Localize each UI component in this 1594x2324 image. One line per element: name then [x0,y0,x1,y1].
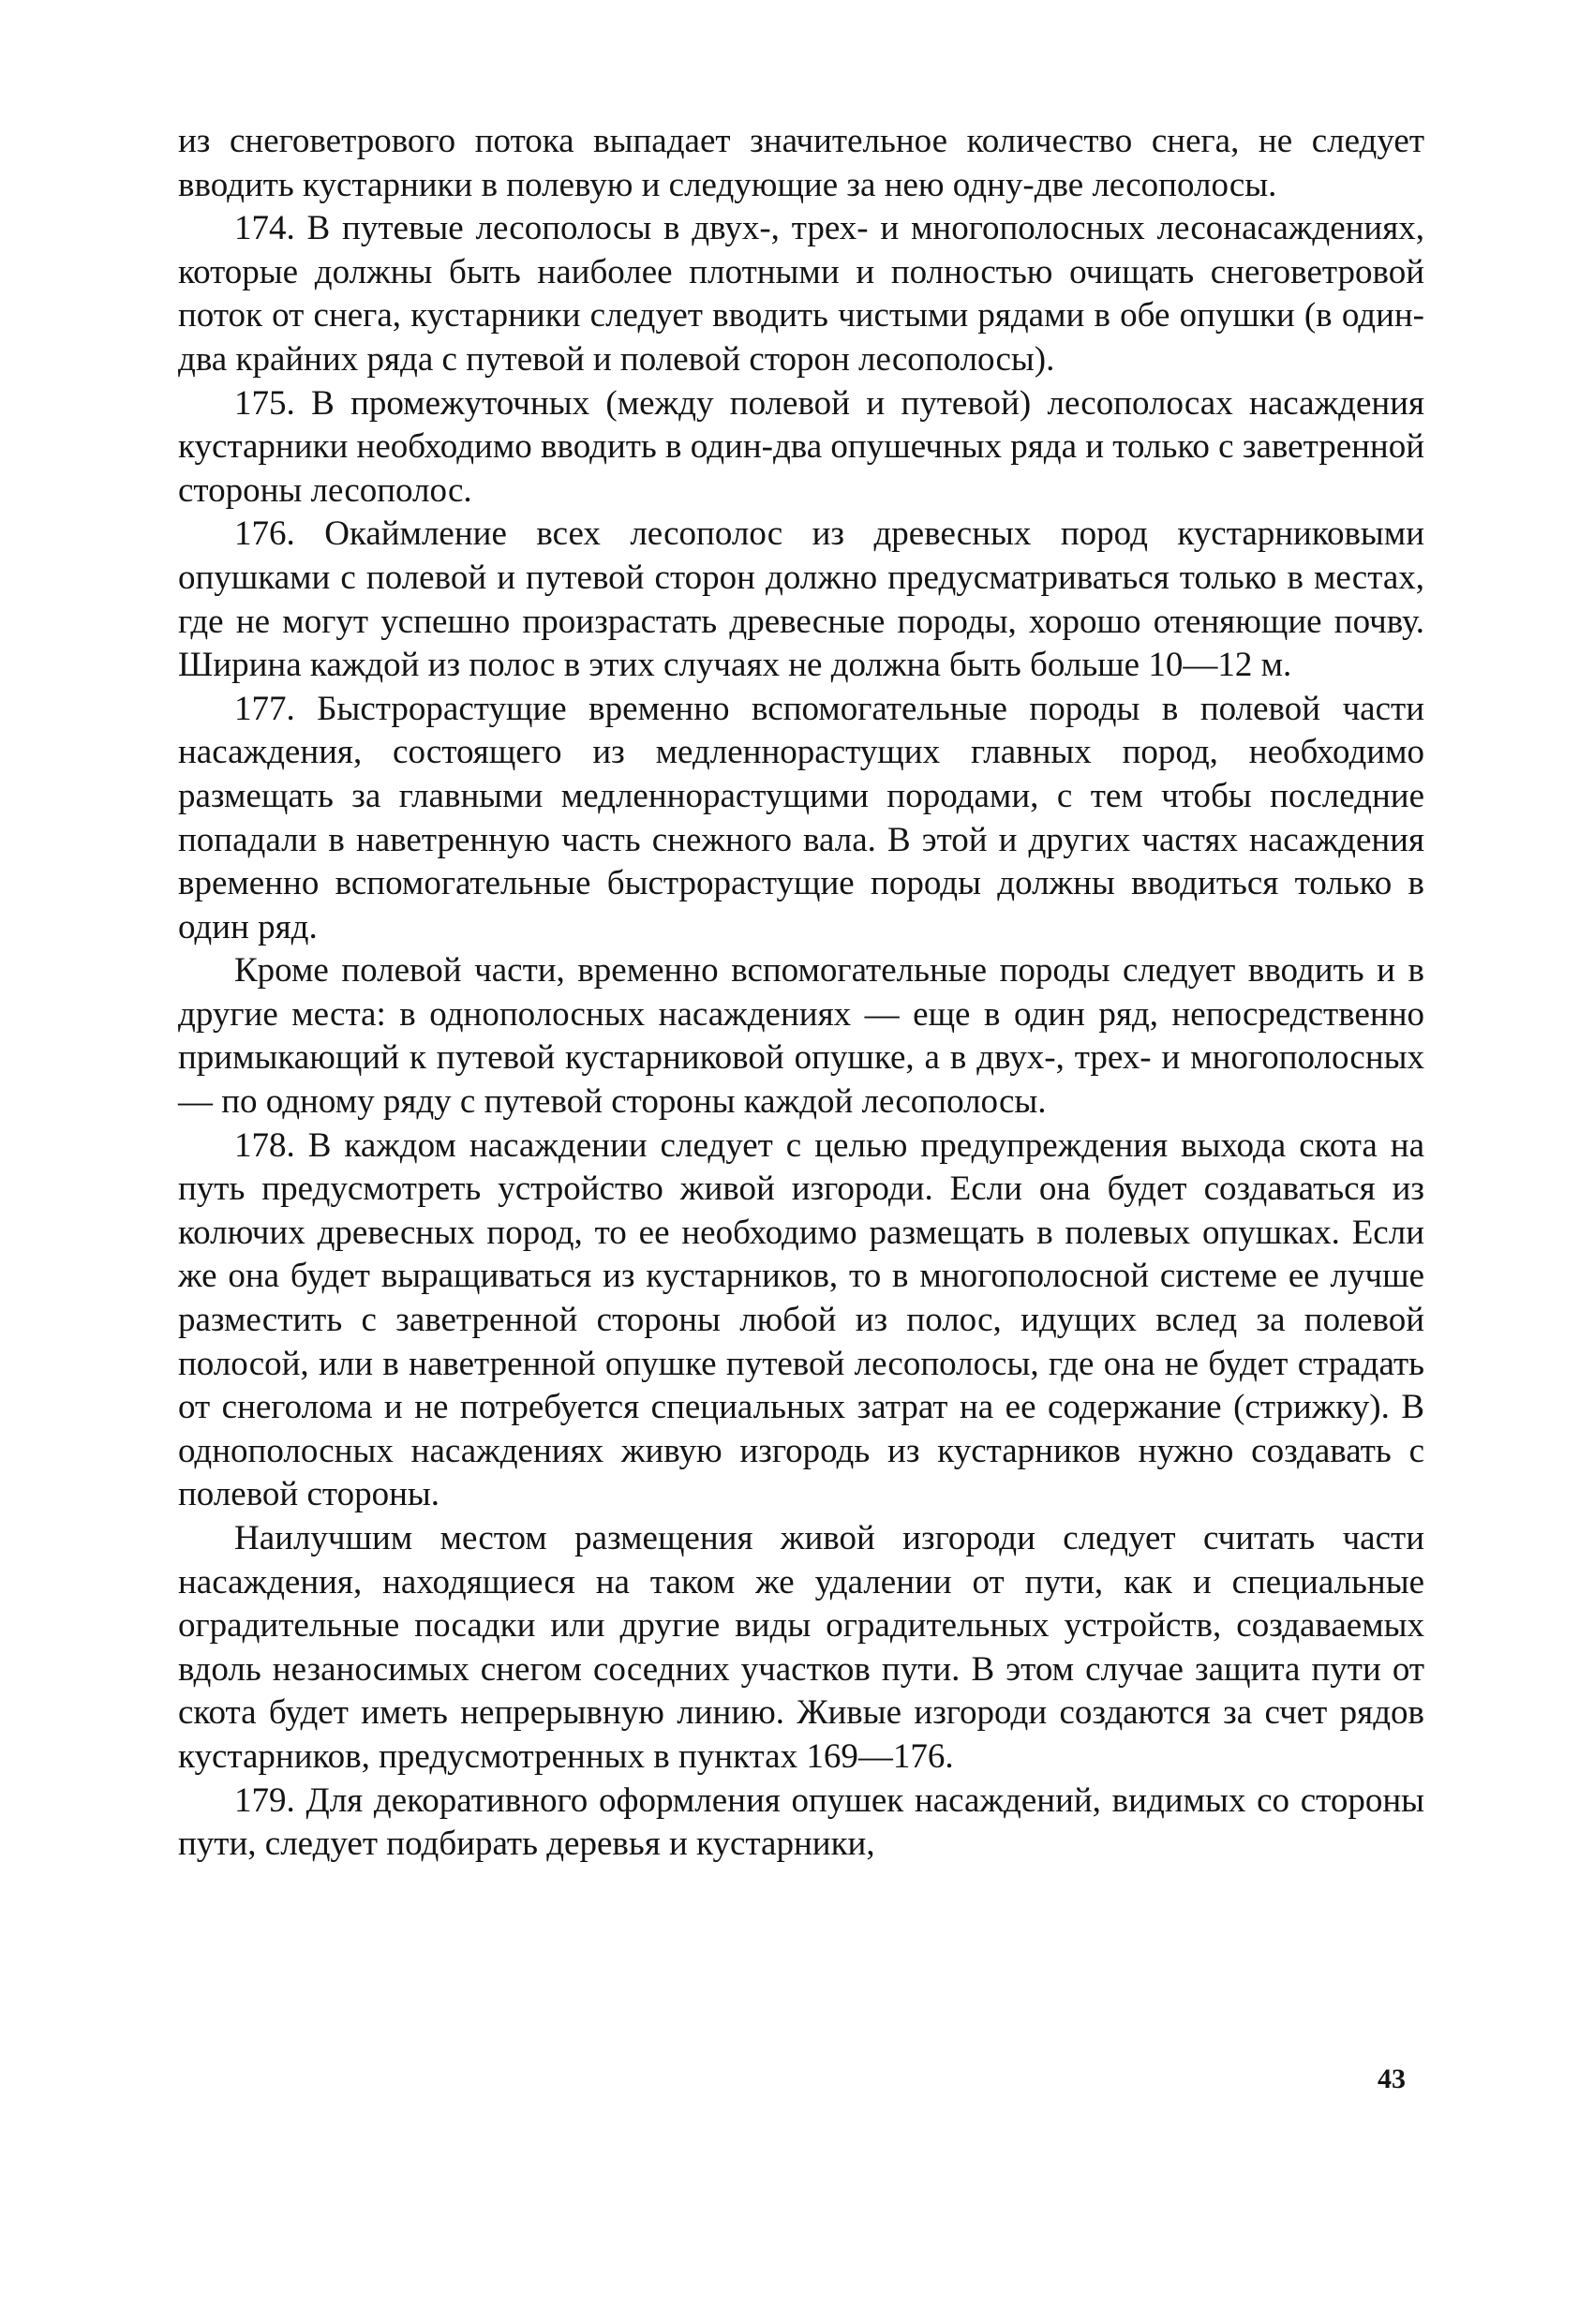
page-number: 43 [1378,2063,1406,2094]
body-text [178,120,1424,1867]
paragraph-175: 175. В промежуточных (между полевой и путевой) лесополосах насаждения кустарники необходимо вводить в один-два опушечных ряда и только с заветренной стороны лесополос. [178,383,1425,510]
paragraph-178: 178. В каждом насаждении следует с целью предупреждения выхода скота на путь предусмотреть устройство живой изгороди. Если она будет создаваться из колючих древесных пород, то ее необходимо размещать в полевых опушках. Если же она будет выращиваться из кустарников, то в многополосной системе ее лучше разместить с заветренной стороны любой из полос, идущих вслед за полевой полосой, или в наветренной опушке путевой лесополосы, где она не будет страдать от снеголома и не потребуется специальных затрат на ее содержание (стрижку). В однополосных насаждениях живую изгородь из кустарников нужно создавать с полевой стороны. [178,1125,1424,1514]
paragraph-177: 177. Быстрорастущие временно вспомогательные породы в полевой части насаждения, состоящего из медленнорастущих главных пород, необходимо размещать за главными медленнорастущими породами, с тем чтобы последние попадали в наветренную часть снежного вала. В этой и других частях насаждения временно вспомогательные быстрорастущие породы должны вводиться только в один ряд. [178,689,1424,946]
paragraph-177-continued: Кроме полевой части, временно вспомогательные породы следует вводить и в другие места: в однополосных насаждениях — еще в один ряд, непосредственно примыкающий к путевой кустарниковой опушке, а в двух-, трех- и многополосных — по одному ряду с путевой стороны каждой лесополосы. [178,951,1424,1122]
paragraph-174: 174. В путевые лесополосы в двух-, трех- и многополосных лесонасаждениях, которые должны быть наиболее плотными и полностью очищать снеговетровой поток от снега, кустарники следует вводить чистыми рядами в обе опушки (в один-два крайних ряда с путевой и полевой сторон лесополосы). [178,209,1424,379]
paragraph-178-continued: Наилучшим местом размещения живой изгороди следует считать части насаждения, находящиеся на таком же удалении от пути, как и специальные оградительные посадки или другие виды оградительных устройств, создаваемых вдоль незаносимых снегом соседних участков пути. В этом случае защита пути от скота будет иметь непрерывную линию. Живые изгороди создаются за счет рядов кустарников, предусмотренных в пунктах 169—176. [178,1519,1424,1776]
paragraph-continuation: из снеговетрового потока выпадает значительное количество снега, не следует вводить кустарники в полевую и следующие за нею одну-две лесополосы. [178,122,1424,204]
paragraph-176: 176. Окаймление всех лесополос из древесных пород кустарниковыми опушками с полевой и путевой сторон должно предусматриваться только в местах, где не могут успешно произрастать древесные породы, хорошо отеняющие почву. Ширина каждой из полос в этих случаях не должна быть больше 10—12 м. [178,514,1424,685]
paragraph-179: 179. Для декоративного оформления опушек насаждений, видимых со стороны пути, следует подбирать деревья и кустарники, [178,1780,1424,1864]
